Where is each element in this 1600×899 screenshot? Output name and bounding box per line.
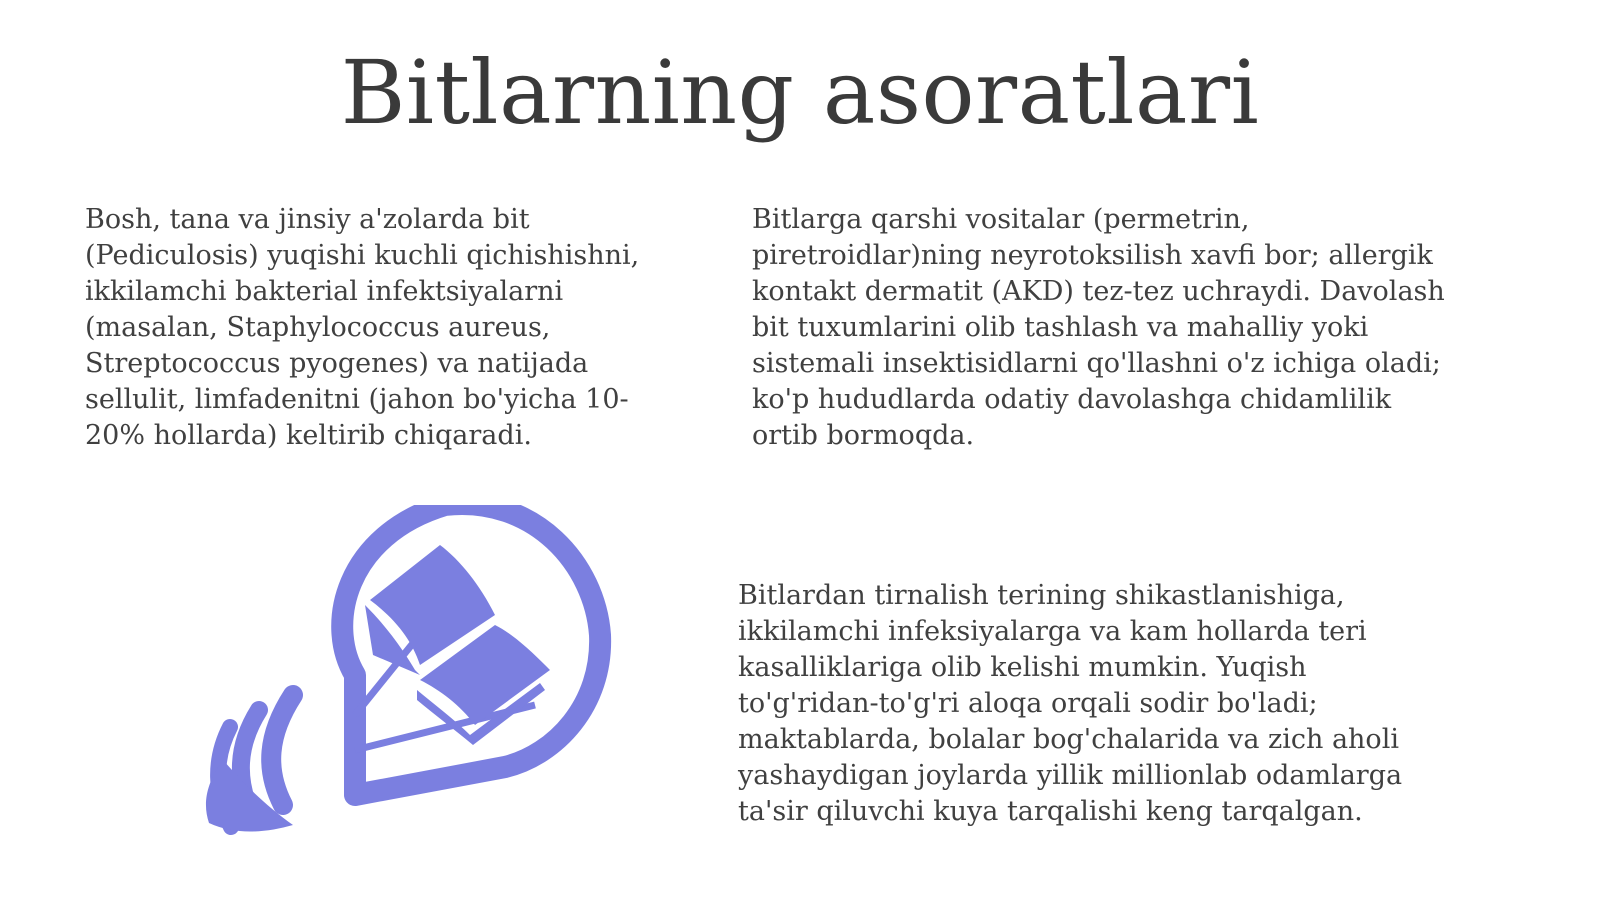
paragraph-left: Bosh, tana va jinsiy a'zolarda bit (Pediculosis) yuqishi kuchli qichishishni, ikkilamchi bakterial infektsiyalarni (masalan, Staphylococcus aureus, Streptococcus pyogenes) va natijada sellulit, limfadenitni (jahon bo'yicha 10- 20% hollarda) keltirib chiqaradi.: [85, 204, 640, 451]
paragraph-bottom: Bitlardan tirnalish terining shikastlanishiga, ikkilamchi infeksiyalarga va kam hollarda teri kasalliklariga olib kelishi mumkin. Yuqish to'g'ridan-to'g'ri aloqa orqali sodir bo'ladi; maktablarda, bolalar bog'chalarida va zich aholi yashaydigan joylarda yillik millionlab odamlarga ta'sir qiluvchi kuya tarqalishi keng tarqalgan.: [738, 580, 1403, 827]
paragraph-right: Bitlarga qarshi vositalar (permetrin, piretroidlar)ning neyrotoksilish xavfi bor; allergik kontakt dermatit (AKD) tez-tez uchraydi. Davolash bit tuxumlarini olib tashlash va mahalliy yoki sistemali insektisidlarni qo'llashni o'z ichiga oladi; ko'p hududlarda odatiy davolashga chidamlilik ortib bormoqda.: [752, 204, 1445, 451]
lightbulb-book-icon: [205, 505, 625, 855]
slide-title: Bitlarning asoratlari: [340, 41, 1260, 144]
